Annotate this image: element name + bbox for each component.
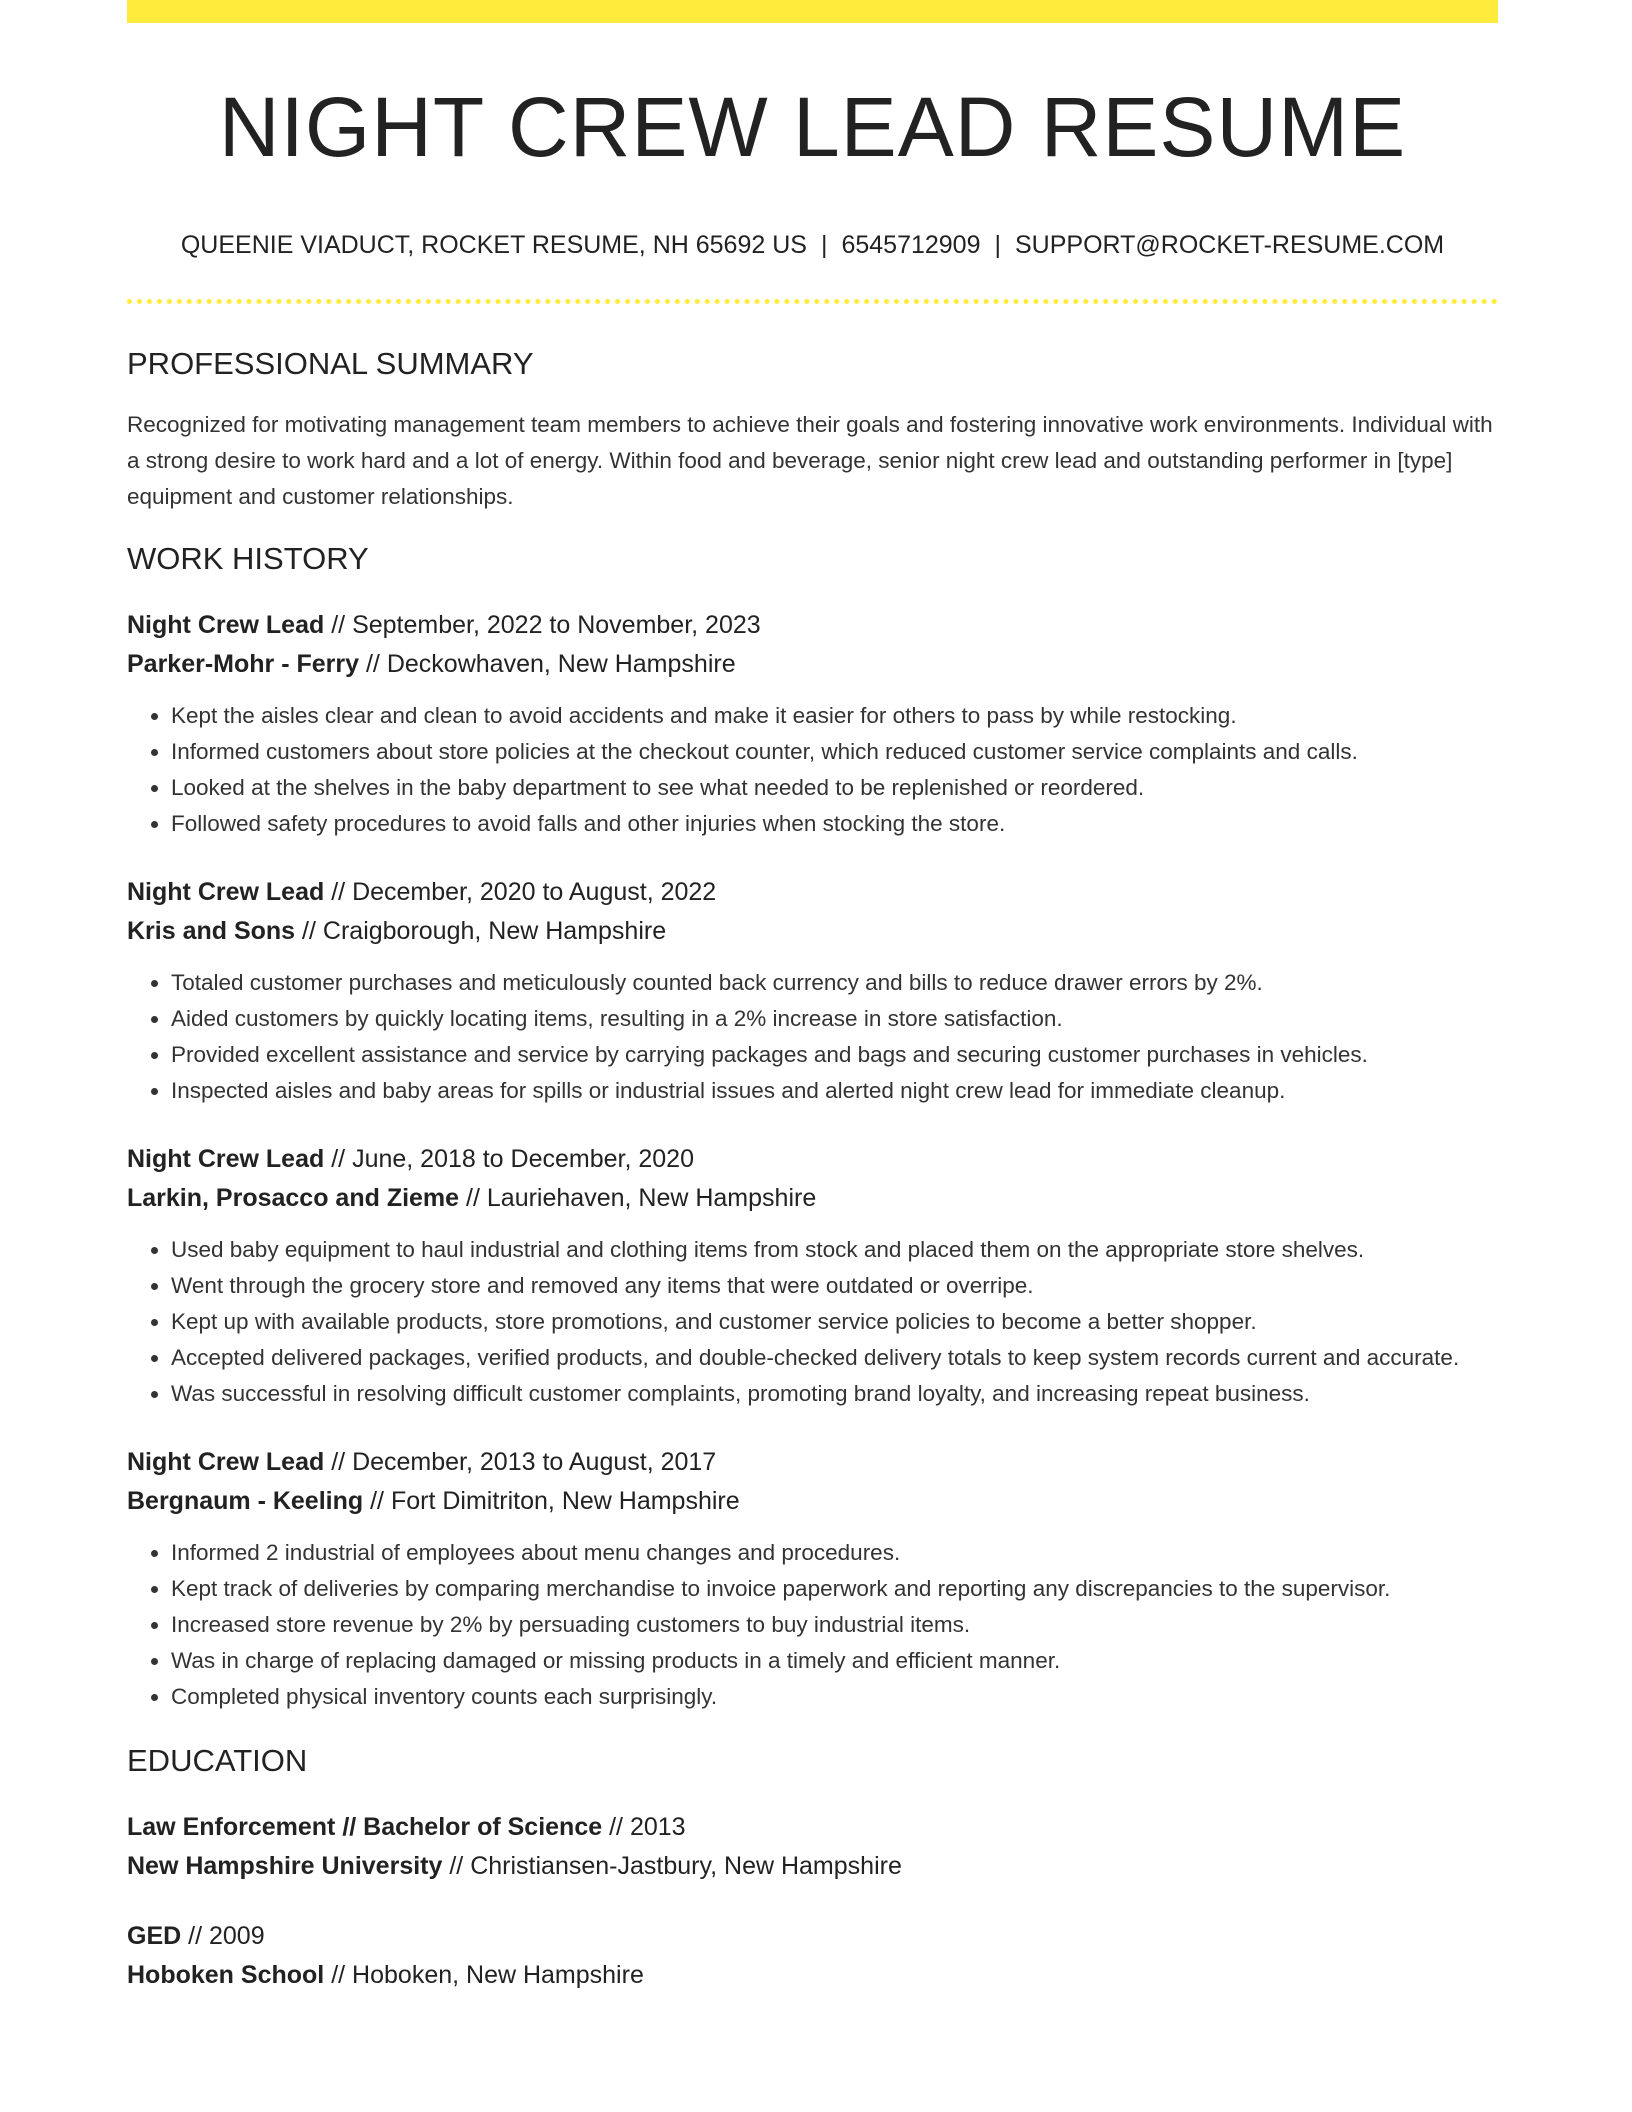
degree: Law Enforcement // Bachelor of Science <box>127 1813 603 1842</box>
separator: // <box>331 611 346 640</box>
job-company: Parker-Mohr - Ferry <box>127 650 360 679</box>
job-title: Night Crew Lead <box>127 1448 325 1477</box>
list-item: • Informed 2 industrial of employees about menu changes and procedures. <box>171 1535 1498 1571</box>
separator: // <box>609 1813 623 1842</box>
job-location: Craigborough, New Hampshire <box>322 917 667 946</box>
job-location: Lauriehaven, New Hampshire <box>486 1184 817 1213</box>
job-title: Night Crew Lead <box>127 1145 325 1174</box>
list-item: • Kept the aisles clear and clean to avoid accidents and make it easier for others to pass by while restocking. <box>171 698 1498 734</box>
summary-heading: PROFESSIONAL SUMMARY <box>127 346 534 382</box>
list-item: • Accepted delivered packages, verified products, and double-checked delivery totals to keep system records current and accurate. <box>171 1340 1498 1376</box>
list-item: • Completed physical inventory counts each surprisingly. <box>171 1679 1498 1715</box>
job-bullets <box>127 698 1498 842</box>
job-company-line <box>127 912 1498 951</box>
dotted-divider <box>127 299 1498 304</box>
degree-year: 2013 <box>629 1813 686 1842</box>
list-item: • Totaled customer purchases and meticulously counted back currency and bills to reduce drawer errors by 2%. <box>171 965 1498 1001</box>
job-entry <box>127 1443 1498 1715</box>
list-item: • Followed safety procedures to avoid falls and other injuries when stocking the store. <box>171 806 1498 842</box>
job-company-line <box>127 1482 1498 1521</box>
school-location: Christiansen-Jastbury, New Hampshire <box>470 1852 902 1881</box>
list-item: • Inspected aisles and baby areas for spills or industrial issues and alerted night crew lead for immediate cleanup. <box>171 1073 1498 1109</box>
school: Hoboken School <box>127 1961 325 1990</box>
separator: // <box>331 1961 346 1990</box>
list-item: • Kept up with available products, store promotions, and customer service policies to become a better shopper. <box>171 1304 1498 1340</box>
job-entry <box>127 1140 1498 1412</box>
job-bullets <box>127 965 1498 1109</box>
degree: GED <box>127 1922 182 1951</box>
summary-text: Recognized for motivating management team members to achieve their goals and fostering innovative work environments. Individual with a strong desire to work hard and a lot of energy. Within food and beverage, senior night crew lead and outstanding performer in [type] equipment and customer relationships. <box>127 412 1493 510</box>
job-title-line <box>127 1140 1498 1179</box>
job-title-line <box>127 873 1498 912</box>
school-line <box>127 1847 1498 1886</box>
contact-separator: | <box>994 231 1001 260</box>
list-item: • Increased store revenue by 2% by persuading customers to buy industrial items. <box>171 1607 1498 1643</box>
resume-page <box>127 0 1498 1995</box>
education-heading: EDUCATION <box>127 1743 308 1779</box>
job-company-line <box>127 1179 1498 1218</box>
resume-title: NIGHT CREW LEAD RESUME <box>218 80 1407 174</box>
list-item: • Was successful in resolving difficult customer complaints, promoting brand loyalty, and increasing repeat business. <box>171 1376 1498 1412</box>
job-location: Fort Dimitriton, New Hampshire <box>390 1487 740 1516</box>
job-location: Deckowhaven, New Hampshire <box>386 650 736 679</box>
list-item: • Provided excellent assistance and service by carrying packages and bags and securing customer purchases in vehicles. <box>171 1037 1498 1073</box>
list-item: • Used baby equipment to haul industrial and clothing items from stock and placed them on the appropriate store shelves. <box>171 1232 1498 1268</box>
list-item: • Went through the grocery store and removed any items that were outdated or overripe. <box>171 1268 1498 1304</box>
school-line <box>127 1956 1498 1995</box>
separator: // <box>365 650 380 679</box>
degree-line <box>127 1808 1498 1847</box>
separator: // <box>188 1922 203 1951</box>
contact-address: QUEENIE VIADUCT, ROCKET RESUME, NH 65692 US <box>180 231 807 260</box>
education-entry <box>127 1917 1498 1995</box>
list-item: • Aided customers by quickly locating items, resulting in a 2% increase in store satisfaction. <box>171 1001 1498 1037</box>
job-dates: June, 2018 to December, 2020 <box>352 1145 694 1174</box>
separator: // <box>302 917 316 946</box>
list-item: • Looked at the shelves in the baby department to see what needed to be replenished or reordered. <box>171 770 1498 806</box>
job-dates: September, 2022 to November, 2023 <box>352 611 761 640</box>
separator: // <box>466 1184 480 1213</box>
job-entry <box>127 873 1498 1109</box>
education-entry <box>127 1808 1498 1886</box>
job-dates: December, 2013 to August, 2017 <box>352 1448 717 1477</box>
separator: // <box>331 878 346 907</box>
school: New Hampshire University <box>127 1852 443 1881</box>
list-item: • Was in charge of replacing damaged or missing products in a timely and efficient manner. <box>171 1643 1498 1679</box>
school-location: Hoboken, New Hampshire <box>352 1961 644 1990</box>
list-item: • Informed customers about store policies at the checkout counter, which reduced customer service complaints and calls. <box>171 734 1498 770</box>
job-title: Night Crew Lead <box>127 611 325 640</box>
degree-line <box>127 1917 1498 1956</box>
separator: // <box>331 1145 346 1174</box>
job-title-line <box>127 1443 1498 1482</box>
separator: // <box>331 1448 346 1477</box>
work-history-heading: WORK HISTORY <box>127 541 369 577</box>
job-bullets <box>127 1535 1498 1715</box>
job-company: Kris and Sons <box>127 917 296 946</box>
job-company: Bergnaum - Keeling <box>127 1487 364 1516</box>
job-company-line <box>127 645 1498 684</box>
job-title: Night Crew Lead <box>127 878 325 907</box>
job-company: Larkin, Prosacco and Zieme <box>127 1184 460 1213</box>
job-dates: December, 2020 to August, 2022 <box>352 878 717 907</box>
contact-separator: | <box>820 231 828 260</box>
job-title-line <box>127 606 1498 645</box>
contact-phone: 6545712909 <box>841 231 981 260</box>
contact-email[interactable]: SUPPORT@ROCKET-RESUME.COM <box>1015 231 1445 260</box>
top-accent-bar <box>127 0 1498 23</box>
contact-line <box>127 231 1498 260</box>
separator: // <box>449 1852 464 1881</box>
list-item: • Kept track of deliveries by comparing merchandise to invoice paperwork and reporting any discrepancies to the supervisor. <box>171 1571 1498 1607</box>
job-entry <box>127 606 1498 842</box>
degree-year: 2009 <box>209 1922 265 1951</box>
job-bullets <box>127 1232 1498 1412</box>
separator: // <box>370 1487 385 1516</box>
